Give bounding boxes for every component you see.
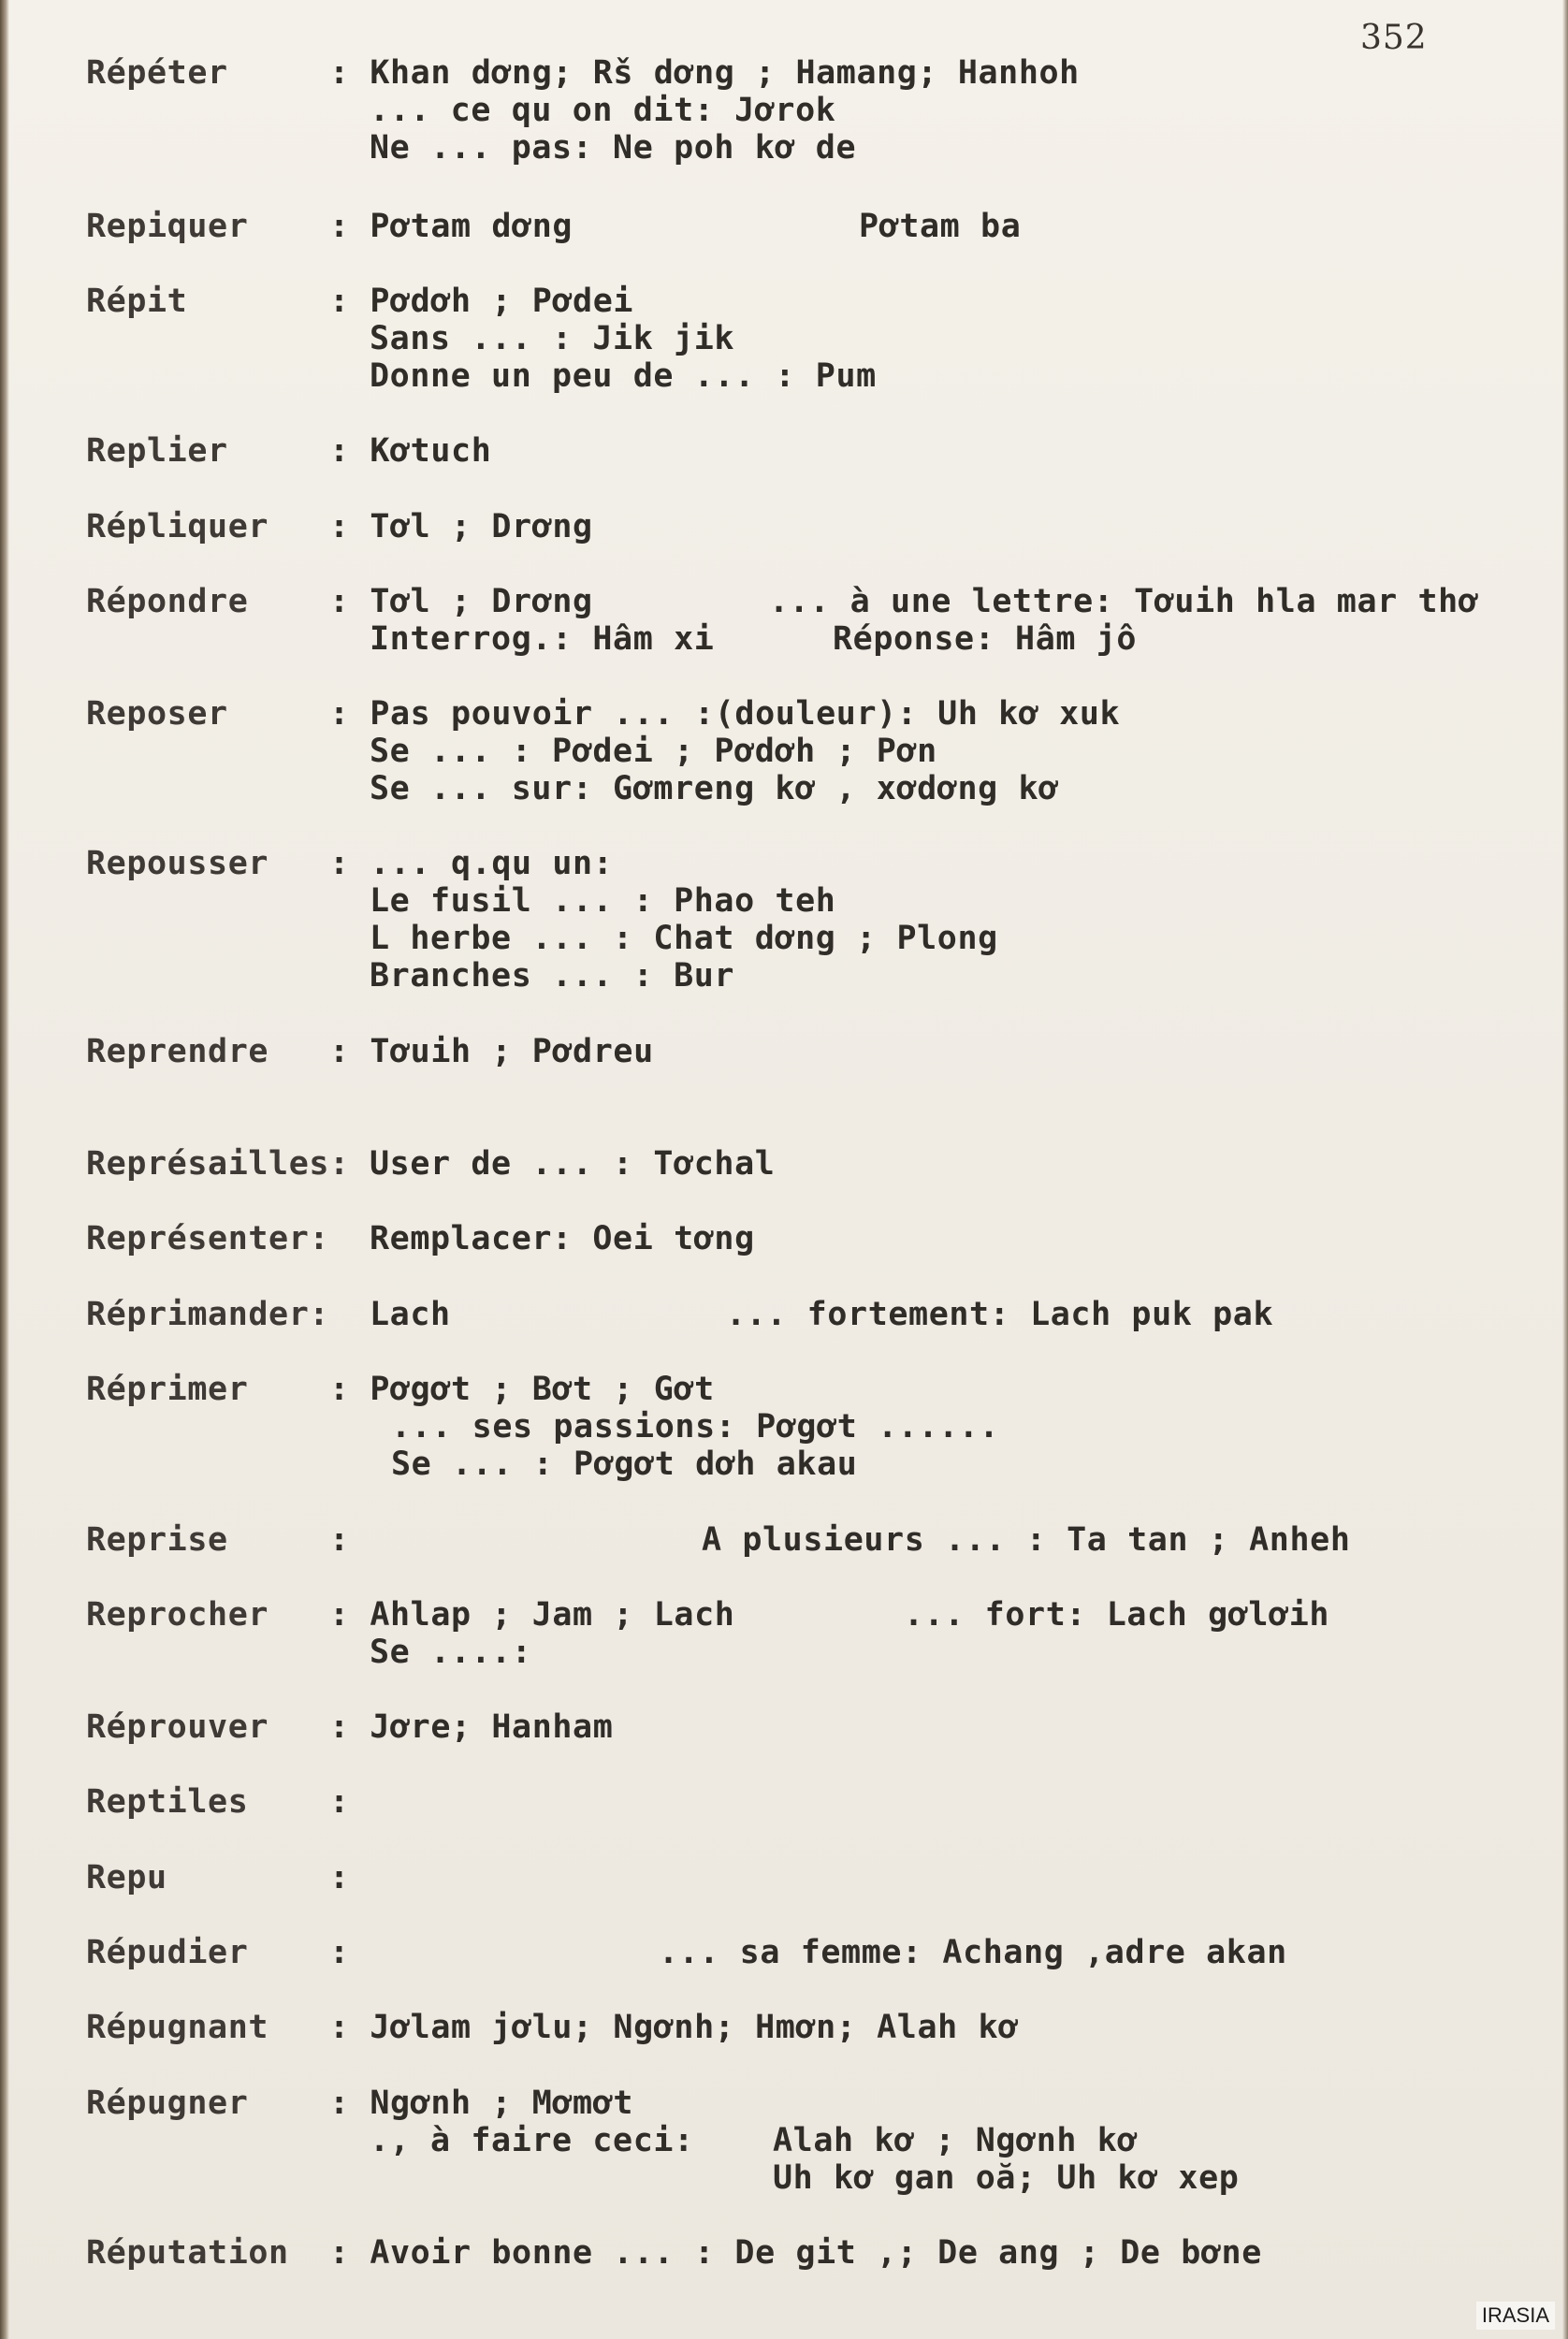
definition-line: : Jơre; Hanham [329,1708,614,1746]
definition-line: ... ce qu on dit: Jơrok [370,92,836,129]
definition-line: : Tơl ; Drơng [329,508,593,545]
definition-line: : [329,1934,350,1971]
headword: Réprimander: [86,1296,330,1333]
definition-line: : Kơtuch [329,432,492,470]
definition-line: ... fortement: Lach puk pak [726,1296,1274,1333]
definition-line: : Pơdơh ; Pơdei [329,283,634,320]
definition-line: Donne un peu de ... : Pum [370,357,877,395]
definition-line: : Pas pouvoir ... :(douleur): Uh kơ xuk [329,695,1121,733]
watermark-label: IRASIA [1476,2302,1555,2330]
definition-line: Se ... : Pơgơt dơh akau [391,1446,858,1483]
definition-line: Branches ... : Bur [370,957,735,995]
definition-line: : [329,1521,350,1559]
definition-line: : Pơgơt ; Bơt ; Gơt [329,1371,715,1408]
definition-line: Alah kơ ; Ngơnh kơ [773,2122,1139,2159]
headword: Réputation [86,2234,289,2272]
definition-line: Sans ... : Jik jik [370,320,735,357]
headword: Représenter: [86,1220,330,1257]
definition-line: Uh kơ gan oă; Uh kơ xep [773,2159,1240,2197]
definition-line: Remplacer: Oei tơng [370,1220,755,1257]
definition-line: : Ahlap ; Jam ; Lach [329,1596,735,1634]
definition-line: ... à une lettre: Tơuih hla mar thơ [769,583,1479,620]
definition-line: : Tơuih ; Pơdreu [329,1033,654,1070]
page-edge-left [0,0,9,2339]
headword: Répudier [86,1934,249,1971]
headword: Répugnant [86,2009,269,2046]
definition-line: : Pơtam dơng [329,208,573,245]
definition-line: ., à faire ceci: [370,2122,694,2159]
headword: Repousser [86,845,269,882]
headword: Répugner [86,2085,249,2122]
headword: Répéter [86,54,228,92]
headword: Répit [86,283,188,320]
headword: Replier [86,432,228,470]
definition-line: : Khan dơng; Rš dơng ; Hamang; Hanhoh [329,54,1080,92]
headword: Reprendre [86,1033,269,1070]
definition-line: Lach [370,1296,451,1333]
headword: Réprimer [86,1371,249,1408]
definition-line: : [329,1783,350,1821]
definition-line: : [329,1859,350,1896]
page-number: 352 [1360,19,1428,57]
headword: Reprocher [86,1596,269,1634]
definition-line: Réponse: Hâm jô [833,620,1138,658]
headword: Reposer [86,695,228,733]
definition-line: Ne ... pas: Ne poh kơ de [370,129,857,167]
headword: Répliquer [86,508,269,545]
headword: Répondre [86,583,249,620]
headword: Repu [86,1859,167,1896]
definition-line: ... fort: Lach gơlơih [904,1596,1330,1634]
definition-line: : Avoir bonne ... : De git ,; De ang ; De bơne [329,2234,1262,2272]
page-edge-right [1562,0,1568,2339]
definition-line: Interrog.: Hâm xi [370,620,715,658]
definition-line: L herbe ... : Chat dơng ; Plong [370,920,998,957]
definition-line: : Ngơnh ; Mơmơt [329,2085,634,2122]
headword: Reptiles [86,1783,249,1821]
definition-line: Se ... : Pơdei ; Pơdơh ; Pơn [370,733,937,770]
definition-line: Se ... sur: Gơmreng kơ , xơdơng kơ [370,770,1059,807]
definition-line: Se ....: [370,1634,532,1671]
definition-line: : Tơl ; Drơng [329,583,593,620]
definition-line: A plusieurs ... : Ta tan ; Anheh [702,1521,1351,1559]
headword: Réprouver [86,1708,269,1746]
headword: Reprise [86,1521,228,1559]
definition-line: ... ses passions: Pơgơt ...... [391,1408,1000,1446]
definition-line: ... sa femme: Achang ,adre akan [659,1934,1287,1971]
definition-line: Le fusil ... : Phao teh [370,882,836,920]
definition-line: : ... q.qu un: [329,845,614,882]
definition-line: User de ... : Tơchal [370,1145,776,1183]
headword: Représailles: [86,1145,350,1183]
definition-line: Pơtam ba [859,208,1022,245]
definition-line: : Jơlam jơlu; Ngơnh; Hmơn; Alah kơ [329,2009,1019,2046]
headword: Repiquer [86,208,249,245]
